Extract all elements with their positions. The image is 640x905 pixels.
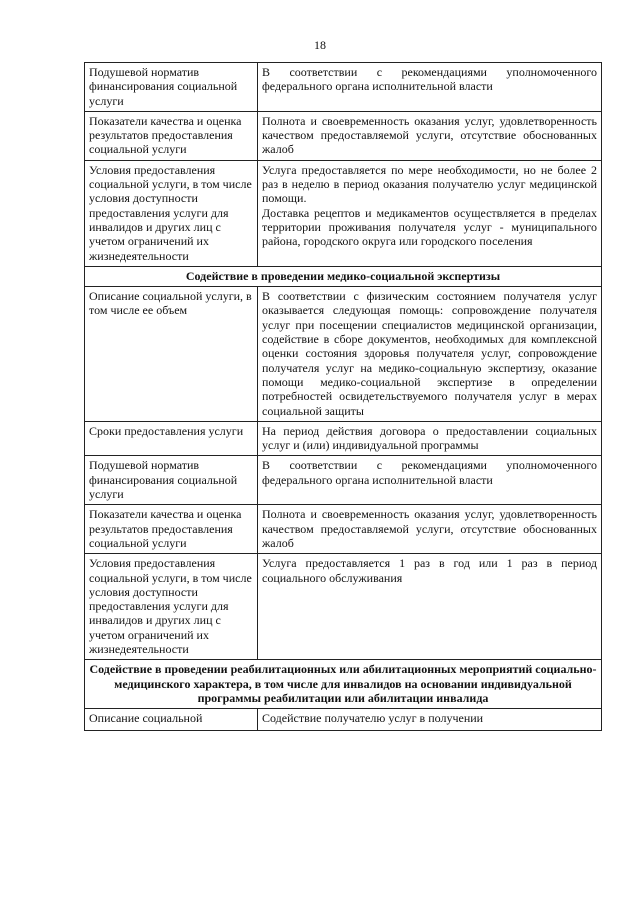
row-value: Полнота и своевременность оказания услуг, удовлетворенность качеством предоставляемой услуги, отсутствие обоснованных жалоб	[258, 111, 602, 160]
table-row	[85, 287, 602, 422]
row-label: Показатели качества и оценка результатов предоставления социальной услуги	[85, 505, 258, 554]
row-value-paragraph: Доставка рецептов и медикаментов осуществляется в пределах территории проживания получателя услуг - муниципального района, городского округа или городского поселения	[262, 205, 597, 249]
row-value: В соответствии с физическим состоянием получателя услуг оказывается следующая помощь: сопровождение получателя услуг при посещении специалистов медицинской организации, содействие в сборе документов, необходимых для комплексной оценки состояния здоровья получателя услуг, сопровождение получателя услуг на медико-социальную экспертизу, оказание помощи медико-социальной экспертизе в определении потребностей освидетельствуемого получателя услуг в мерах социальной защиты	[258, 287, 602, 422]
row-value: В соответствии с рекомендациями уполномоченного федерального органа исполнительной власти	[258, 63, 602, 112]
row-value-paragraph: Услуга предоставляется по мере необходимости, но не более 2 раз в неделю в период оказания получателю услуг медицинской помощи.	[262, 162, 597, 206]
row-label: Сроки предоставления услуги	[85, 421, 258, 456]
table-row	[85, 63, 602, 112]
row-label: Условия предоставления социальной услуги, в том числе условия доступности предоставления услуги для инвалидов и других лиц с учетом ограничений их жизнедеятельности	[85, 554, 258, 660]
row-label: Подушевой норматив финансирования социальной услуги	[85, 456, 258, 505]
row-value: Услуга предоставляется 1 раз в год или 1 раз в период социального обслуживания	[258, 554, 602, 660]
table-row	[85, 505, 602, 554]
table-row	[85, 456, 602, 505]
page-number: 18	[314, 38, 326, 52]
row-label: Показатели качества и оценка результатов предоставления социальной услуги	[85, 111, 258, 160]
row-value: На период действия договора о предоставлении социальных услуг и (или) индивидуальной программы	[258, 421, 602, 456]
section-header-row	[85, 266, 602, 286]
table-row	[85, 160, 602, 266]
section-heading: Содействие в проведении реабилитационных или абилитационных мероприятий социально-медицинского характера, в том числе для инвалидов на основании индивидуальной программы реабилитации или абилитации инвалида	[85, 660, 602, 709]
services-table	[84, 62, 602, 731]
row-value: Содействие получателю услуг в получении	[258, 709, 602, 731]
table-row	[85, 554, 602, 660]
section-heading: Содействие в проведении медико-социальной экспертизы	[85, 266, 602, 286]
table-row	[85, 111, 602, 160]
row-label: Описание социальной услуги, в том числе ее объем	[85, 287, 258, 422]
table-row	[85, 709, 602, 731]
row-value: В соответствии с рекомендациями уполномоченного федерального органа исполнительной власти	[258, 456, 602, 505]
table-row	[85, 421, 602, 456]
row-value: Полнота и своевременность оказания услуг, удовлетворенность качеством предоставляемой услуги, отсутствие обоснованных жалоб	[258, 505, 602, 554]
row-label: Подушевой норматив финансирования социальной услуги	[85, 63, 258, 112]
row-value	[258, 160, 602, 266]
row-label: Описание социальной	[85, 709, 258, 731]
row-label: Условия предоставления социальной услуги, в том числе условия доступности предоставления услуги для инвалидов и других лиц с учетом ограничений их жизнедеятельности	[85, 160, 258, 266]
section-header-row	[85, 660, 602, 709]
